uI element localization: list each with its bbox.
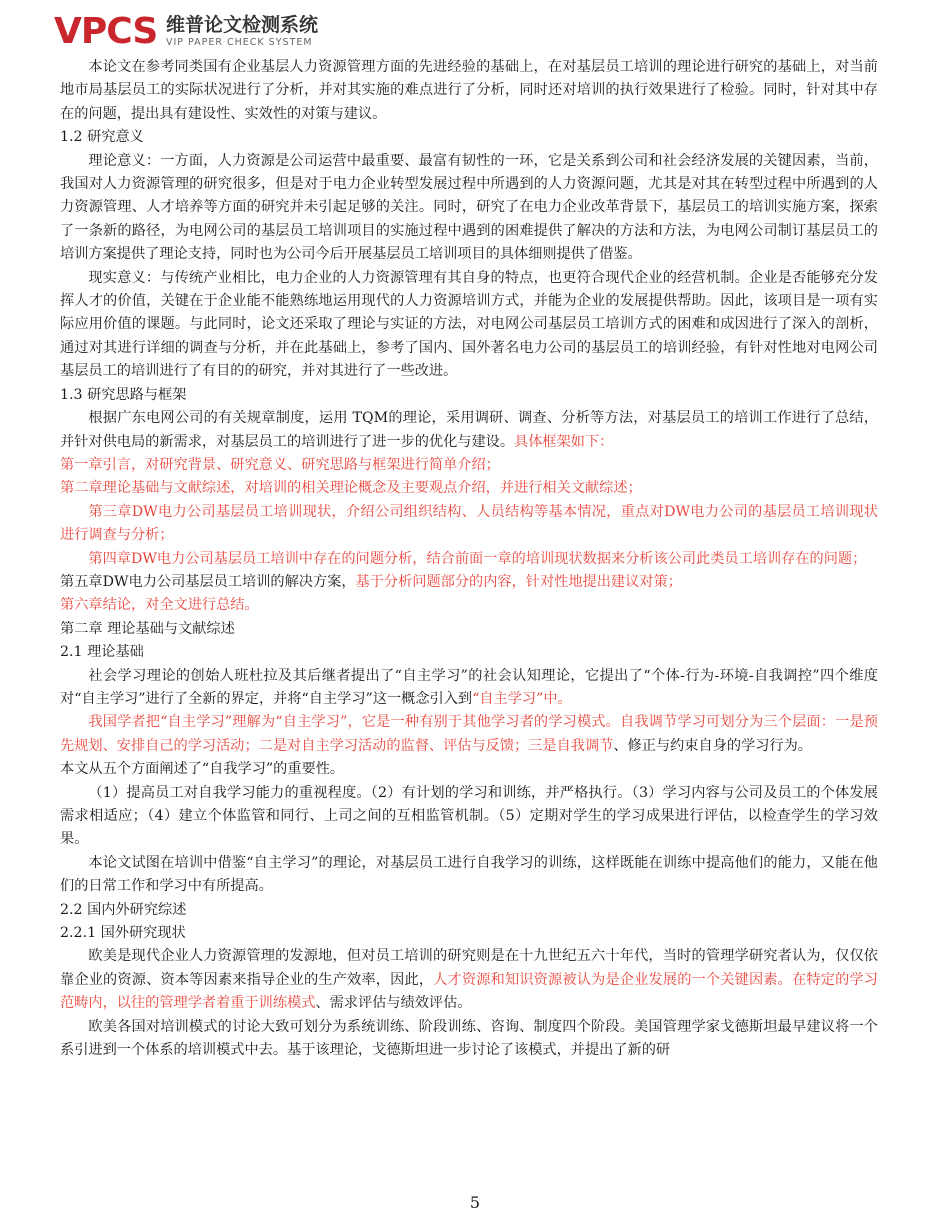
framework-item [60, 548, 878, 571]
paragraph [60, 711, 878, 758]
highlighted-text: 第一章引言，对研究背景、研究意义、研究思路与框架进行简单介绍； [60, 456, 500, 473]
highlighted-text: 基于分析问题部分的内容，针对性地提出建议对策； [355, 573, 682, 590]
brand-name-cn: 维普论文检测系统 [166, 14, 319, 36]
highlighted-text: 第二章理论基础与文献综述，对培训的相关理论概念及主要观点介绍，并进行相关文献综述； [60, 480, 642, 497]
body-text: 欧美是现代企业人力资源管理的发源地，但对员工培训的研究则是在十九世纪五六十年代，当时的管理学研究者认为，仅仅依靠企业的资源、资本等因素来指导企业的生产效率，因此， [60, 948, 878, 988]
paragraph [60, 407, 878, 454]
framework-item [60, 571, 878, 594]
highlighted-text: 我国学者把“自主学习”理解为“自主学习”，它是一种有别于其他学习者的学习模式。自我调节学习可划分为三个层面：一是预先规划、安排自己的学习活动；二是对自主学习活动的监督、评估与反馈；三是自我调节 [60, 714, 878, 754]
body-text: 本论文在参考同类国有企业基层人力资源管理方面的先进经验的基础上，在对基层员工培训的理论进行研究的基础上，对当前地市局基层员工的实际状况进行了分析，并对其实施的难点进行了分析，同时还对培训的执行效果进行了检验。同时，针对其中存在的问题，提出具有建设性、实效性的对策与建议。 [60, 59, 878, 122]
body-text: 社会学习理论的创始人班杜拉及其后继者提出了“自主学习”的社会认知理论，它提出了“个体-行为-环境-自我调控”四个维度对“自主学习”进行了全新的界定，并将“自主学习”这一概念引入到 [60, 667, 878, 707]
vpcs-logo: VPCS [54, 11, 158, 52]
body-text: 欧美各国对培训模式的讨论大致可划分为系统训练、阶段训练、咨询、制度四个阶段。美国管理学家戈德斯坦最早建议将一个系引进到一个体系的培训模式中去。基于该理论，戈德斯坦进一步讨论了该模式，并提出了新的研 [60, 1018, 878, 1059]
highlighted-text: 第四章DW电力公司基层员工培训中存在的问题分析，结合前面一章的培训现状数据来分析该公司此类员工培训存在的问题； [88, 550, 867, 567]
section-heading [60, 126, 878, 149]
paragraph [60, 56, 878, 126]
paragraph [60, 267, 878, 384]
highlighted-text: 人才资源和知识资源被认为是企业发展的一个关键因素。在特定的学习范畴内，以往的管理学者着重于训练模式 [60, 971, 878, 1012]
body-text: 本论文试图在培训中借鉴“自主学习”的理论，对基层员工进行自我学习的训练，这样既能在训练中提高他们的能力，又能在他们的日常工作和学习中有所提高。 [60, 854, 878, 895]
paragraph [60, 782, 878, 852]
body-text: 、需求评估与绩效评估。 [315, 995, 472, 1012]
paragraph [60, 150, 878, 267]
body-text: 第二章 理论基础与文献综述 [60, 620, 235, 637]
page-header [54, 10, 374, 54]
highlighted-text: 第三章DW电力公司基层员工培训现状，介绍公司组织结构、人员结构等基本情况，重点对DW电力公司的基层员工培训现状进行调查与分析； [60, 503, 878, 544]
brand-block [166, 14, 318, 50]
body-text: 1.3 研究思路与框架 [60, 386, 187, 403]
body-text: 现实意义：与传统产业相比，电力企业的人力资源管理有其自身的特点，也更符合现代企业的经营机制。企业是否能够充分发挥人才的价值，关键在于企业能不能熟练地运用现代的人力资源培训方式，并能为企业的发展提供帮助。因此，该项目是一项有实际应用价值的课题。与此同时，论文还采取了理论与实证的方法，对电网公司基层员工培训方式的困难和成因进行了深入的剖析，通过对其进行详细的调查与分析，并在此基础上，参考了国内、国外著名电力公司的基层员工的培训经验，有针对性地对电网公司基层员工的培训进行了有目的的研究，并对其进行了一些改进。 [60, 269, 878, 380]
paragraph [60, 852, 878, 899]
paragraph [60, 945, 878, 1015]
framework-item [60, 501, 878, 548]
framework-item [60, 477, 878, 500]
body-text: 第五章DW电力公司基层员工培训的解决方案， [60, 573, 356, 590]
section-heading [60, 384, 878, 407]
body-text: 1.2 研究意义 [60, 129, 144, 146]
section-heading [60, 758, 878, 781]
body-text: 2.2 国内外研究综述 [60, 901, 187, 918]
section-heading [60, 922, 878, 945]
body-text: （1）提高员工对自我学习能力的重视程度。（2）有计划的学习和训练，并严格执行。（3）学习内容与公司及员工的个体发展需求相适应；（4）建立个体监管和同行、上司之间的互相监管机制。（5）定期对学生的学习成果进行评估，以检查学生的学习效果。 [60, 784, 878, 848]
brand-name-en: VIP PAPER CHECK SYSTEM [166, 37, 313, 48]
document-body [60, 56, 878, 1062]
framework-item [60, 454, 878, 477]
section-heading [60, 899, 878, 922]
body-text: 根据广东电网公司的有关规章制度，运用 TQM的理论，采用调研、调查、分析等方法，对基层员工的培训工作进行了总结，并针对供电局的新需求，对基层员工的培训进行了进一步的优化与建设。 [60, 410, 878, 450]
highlighted-text: 第六章结论，对全文进行总结。 [60, 597, 259, 614]
body-text: 2.2.1 国外研究现状 [60, 925, 186, 942]
page-number: 5 [469, 1193, 481, 1212]
framework-item [60, 594, 878, 617]
highlighted-text: “自主学习”中。 [472, 690, 572, 707]
section-heading [60, 618, 878, 641]
paragraph [60, 665, 878, 712]
body-text: 、修正与约束自身的学习行为。 [613, 737, 812, 754]
paragraph [60, 1016, 878, 1063]
section-heading [60, 641, 878, 664]
highlighted-text: 具体框架如下： [514, 433, 614, 450]
body-text: 2.1 理论基础 [60, 644, 144, 661]
body-text: 本文从五个方面阐述了“自我学习”的重要性。 [60, 761, 345, 778]
body-text: 理论意义：一方面，人力资源是公司运营中最重要、最富有韧性的一环，它是关系到公司和社会经济发展的关键因素，当前，我国对人力资源管理的研究很多，但是对于电力企业转型发展过程中所遇到的人力资源问题，尤其是对其在转型过程中所遇到的人力资源管理、人才培养等方面的研究并未引起足够的关注。同时，研究了在电力企业改革背景下，基层员工的培训实施方案，探索了一条新的路径，为电网公司的基层员工培训项目的实施过程中遇到的困难提供了解决的方法和方法，为电网公司制订基层员工的培训方案提供了理论支持，同时也为公司今后开展基层员工培训项目的具体细则提供了借鉴。 [60, 152, 878, 263]
